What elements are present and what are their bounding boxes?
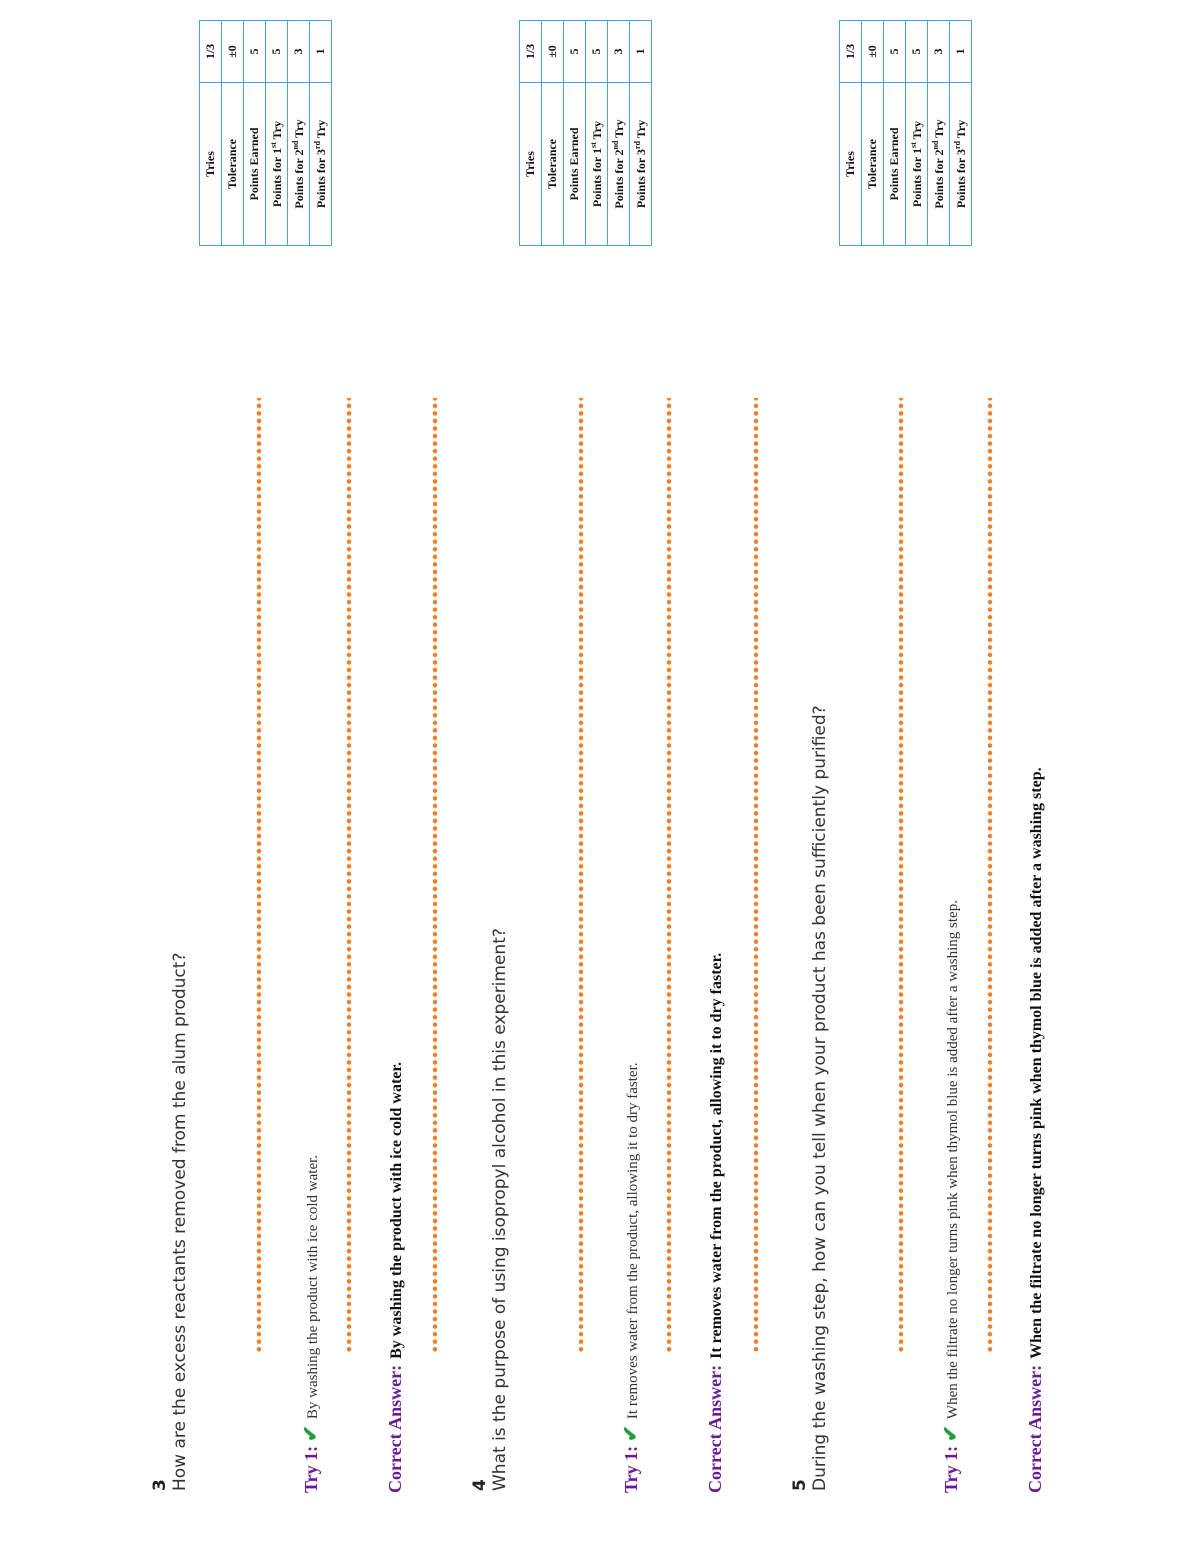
points-try1-label: Points for 1st Try	[586, 83, 608, 246]
points-try3-label: Points for 3rd Try	[950, 83, 972, 246]
points-try2-label: Points for 2nd Try	[608, 83, 630, 246]
points-try2-value: 3	[608, 21, 630, 83]
points-try3-value: 1	[630, 21, 652, 83]
points-try2-label: Points for 2nd Try	[928, 83, 950, 246]
tries-value: 1/3	[200, 21, 222, 83]
try-answer: By washing the product with ice cold water.	[305, 1154, 321, 1420]
try-answer: When the filtrate no longer turns pink when thymol blue is added after a washing step.	[945, 900, 961, 1420]
try-1-row	[618, 1063, 643, 1494]
question-number: 3	[150, 1479, 170, 1491]
points-earned-label: Points Earned	[884, 83, 906, 246]
correct-answer-row	[705, 953, 726, 1493]
checkmark-icon: ✔	[940, 1425, 962, 1442]
question-number: 4	[470, 1479, 490, 1491]
answer-divider	[346, 398, 352, 1353]
points-earned-value: 5	[244, 21, 266, 83]
try-label: Try 1:	[621, 1445, 641, 1493]
correct-answer-text: When the filtrate no longer turns pink when thymol blue is added after a washing step.	[1028, 767, 1045, 1359]
checkmark-icon: ✔	[300, 1425, 322, 1442]
answer-divider	[432, 398, 438, 1353]
tries-value: 1/3	[840, 21, 862, 83]
correct-answer-row	[1025, 767, 1046, 1493]
points-try2-value: 3	[928, 21, 950, 83]
try-answer: It removes water from the product, allowing it to dry faster.	[625, 1062, 641, 1420]
correct-answer-row	[385, 1062, 406, 1493]
question-text: During the washing step, how can you tell when your product has been sufficiently purified?	[810, 705, 830, 1491]
points-try3-label: Points for 3rd Try	[310, 83, 332, 246]
points-try1-value: 5	[266, 21, 288, 83]
try-label: Try 1:	[301, 1445, 321, 1493]
tolerance-value: ±0	[222, 21, 244, 83]
question-number: 5	[790, 1479, 810, 1491]
correct-answer-label: Correct Answer:	[385, 1364, 405, 1493]
answer-divider	[753, 398, 759, 1353]
points-try1-value: 5	[906, 21, 928, 83]
correct-answer-label: Correct Answer:	[705, 1364, 725, 1493]
tolerance-label: Tolerance	[542, 83, 564, 246]
points-try1-label: Points for 1st Try	[266, 83, 288, 246]
answer-divider	[256, 398, 262, 1353]
points-try3-value: 1	[310, 21, 332, 83]
answer-divider	[578, 398, 584, 1353]
tries-label: Tries	[520, 83, 542, 246]
correct-answer-label: Correct Answer:	[1025, 1364, 1045, 1493]
points-earned-label: Points Earned	[244, 83, 266, 246]
correct-answer-text: By washing the product with ice cold water.	[388, 1061, 405, 1359]
tries-label: Tries	[200, 83, 222, 246]
tolerance-value: ±0	[862, 21, 884, 83]
points-earned-value: 5	[564, 21, 586, 83]
points-try3-label: Points for 3rd Try	[630, 83, 652, 246]
points-table	[199, 20, 332, 246]
try-label: Try 1:	[941, 1445, 961, 1493]
answer-divider	[987, 398, 993, 1353]
answer-divider	[666, 398, 672, 1353]
points-try3-value: 1	[950, 21, 972, 83]
points-try2-label: Points for 2nd Try	[288, 83, 310, 246]
points-table	[839, 20, 972, 246]
answer-divider	[898, 398, 904, 1353]
points-earned-value: 5	[884, 21, 906, 83]
points-earned-label: Points Earned	[564, 83, 586, 246]
try-1-row	[938, 900, 963, 1493]
points-try2-value: 3	[288, 21, 310, 83]
points-try1-label: Points for 1st Try	[906, 83, 928, 246]
correct-answer-text: It removes water from the product, allowing it to dry faster.	[708, 952, 725, 1359]
tolerance-value: ±0	[542, 21, 564, 83]
tolerance-label: Tolerance	[222, 83, 244, 246]
tolerance-label: Tolerance	[862, 83, 884, 246]
question-text: What is the purpose of using isopropyl alcohol in this experiment?	[490, 928, 510, 1491]
try-1-row	[298, 1155, 323, 1493]
points-table	[519, 20, 652, 246]
tries-value: 1/3	[520, 21, 542, 83]
points-try1-value: 5	[586, 21, 608, 83]
checkmark-icon: ✔	[620, 1425, 642, 1442]
question-text: How are the excess reactants removed from the alum product?	[170, 952, 190, 1491]
tries-label: Tries	[840, 83, 862, 246]
